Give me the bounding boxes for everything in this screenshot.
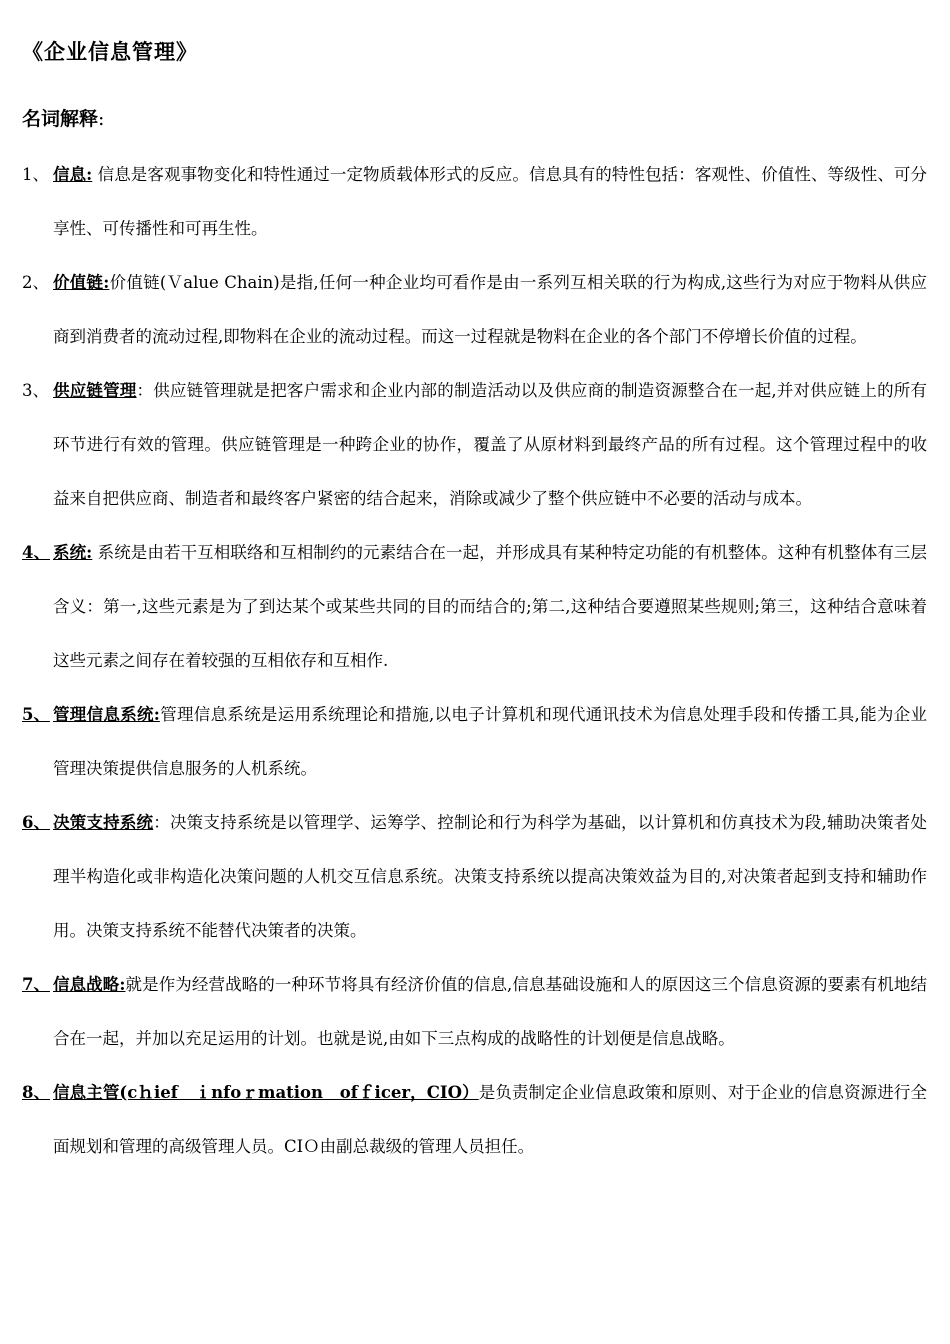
term-item-supply-chain-management: [22, 364, 927, 526]
term-number: 5、: [22, 705, 50, 724]
term-name: 价值链:: [53, 273, 110, 292]
term-number: 3、: [22, 381, 49, 400]
term-number: 4、: [22, 543, 50, 562]
term-name: 系统:: [53, 543, 93, 562]
term-definition: 信息是客观事物变化和特性通过一定物质载体形式的反应。信息具有的特性包括：客观性、价值性、等级性、可分享性、可传播性和可再生性。: [53, 165, 928, 238]
term-item-cio: [22, 1066, 927, 1174]
term-definition: 就是作为经营战略的一种环节将具有经济价值的信息,信息基础设施和人的原因这三个信息资源的要素有机地结合在一起，并加以充足运用的计划。也就是说,由如下三点构成的战略性的计划便是信息战略。: [53, 975, 928, 1048]
term-item-value-chain: [22, 256, 927, 364]
term-number: 1、: [22, 165, 49, 184]
term-definition: 价值链(Ｖalue Chain)是指,任何一种企业均可看作是由一系列互相关联的行为构成,这些行为对应于物料从供应商到消费者的流动过程,即物料在企业的流动过程。而这一过程就是物料在企业的各个部门不停增长价值的过程。: [53, 273, 928, 346]
term-name: 管理信息系统:: [53, 705, 160, 724]
term-name: 决策支持系统: [53, 813, 154, 832]
term-definition: 系统是由若干互相联络和互相制约的元素结合在一起，并形成具有某种特定功能的有机整体。这种有机整体有三层含义：第一,这些元素是为了到达某个或某些共同的目的而结合的;第二,这种结合要遵照某些规则;第三，这种结合意味着这些元素之间存在着较强的互相依存和互相作.: [53, 543, 928, 670]
section-heading-colon: :: [98, 108, 105, 130]
term-definition: 是负责制定企业信息政策和原则、对于企业的信息资源进行全面规划和管理的高级管理人员。CIＯ由副总裁级的管理人员担任。: [53, 1083, 927, 1156]
term-number: 7、: [22, 975, 50, 994]
term-item-mis: [22, 688, 927, 796]
term-definition: ：决策支持系统是以管理学、运筹学、控制论和行为科学为基础，以计算机和仿真技术为段,辅助决策者处理半构造化或非构造化决策问题的人机交互信息系统。决策支持系统以提高决策效益为目的,对决策者起到支持和辅助作用。决策支持系统不能替代决策者的决策。: [53, 813, 928, 940]
term-item-dss: [22, 796, 927, 958]
term-definition: ：供应链管理就是把客户需求和企业内部的制造活动以及供应商的制造资源整合在一起,并对供应链上的所有环节进行有效的管理。供应链管理是一种跨企业的协作，覆盖了从原材料到最终产品的所有过程。这个管理过程中的收益来自把供应商、制造者和最终客户紧密的结合起来，消除或减少了整个供应链中不必要的活动与成本。: [53, 381, 928, 508]
section-heading-label: 名词解释: [22, 108, 99, 130]
document-title: 《企业信息管理》: [22, 39, 198, 64]
term-item-system: [22, 526, 927, 688]
term-definition: 管理信息系统是运用系统理论和措施,以电子计算机和现代通讯技术为信息处理手段和传播工具,能为企业管理决策提供信息服务的人机系统。: [53, 705, 928, 778]
term-number: 2、: [22, 273, 49, 292]
term-name: 信息主管(cｈief ｉnfoｒmation ofｆicer，CIO）: [53, 1083, 479, 1102]
term-item-information: [22, 148, 927, 256]
term-list: [22, 148, 927, 1174]
section-heading: [22, 104, 104, 131]
term-name: 供应链管理: [53, 381, 137, 400]
term-name: 信息:: [53, 165, 93, 184]
term-number: 8、: [22, 1083, 50, 1102]
term-name: 信息战略:: [53, 975, 126, 994]
term-number: 6、: [22, 813, 50, 832]
term-item-information-strategy: [22, 958, 927, 1066]
